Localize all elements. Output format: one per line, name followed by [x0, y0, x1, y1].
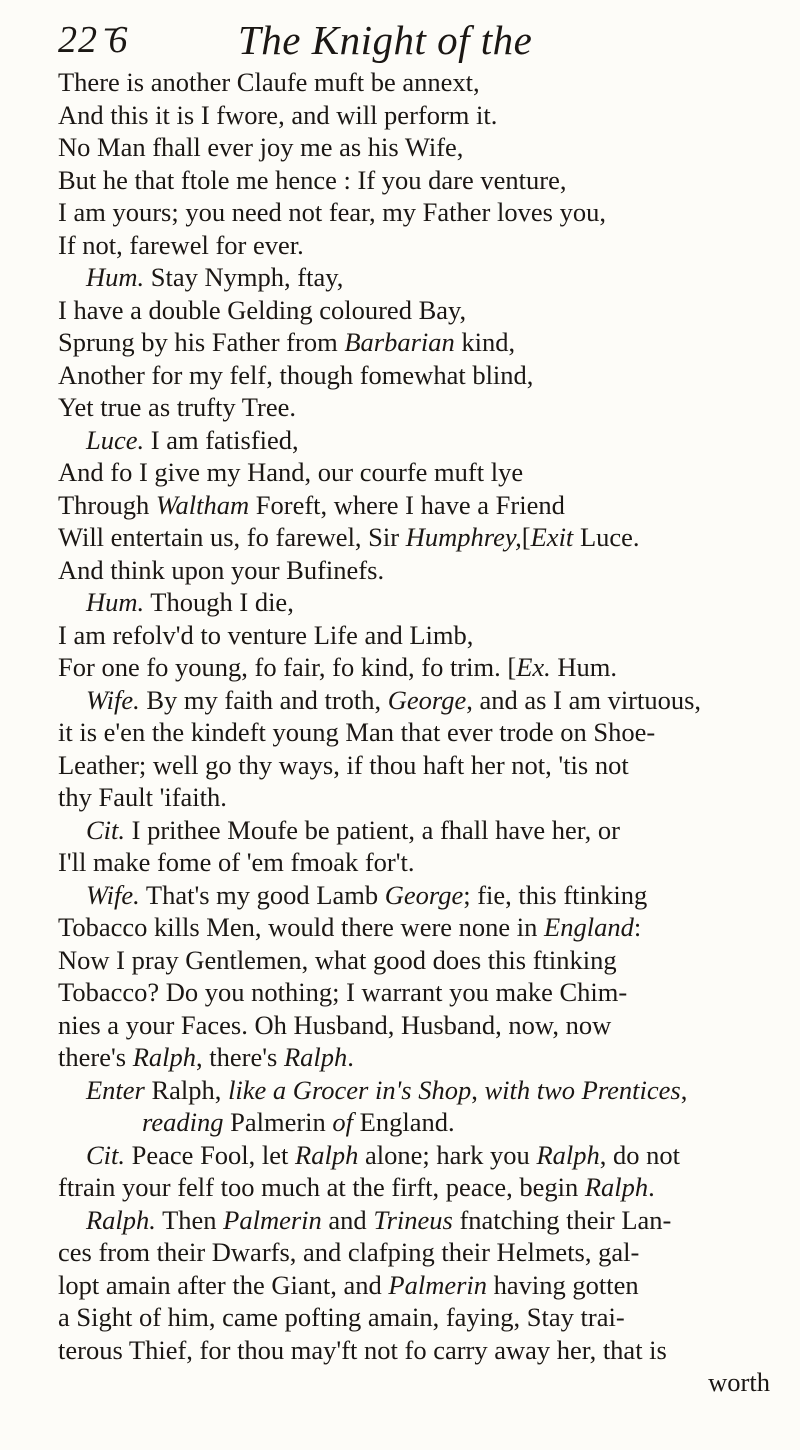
text-line: [58, 716, 770, 749]
line-text: Hum.: [550, 652, 618, 682]
speaker-name: Luce.: [86, 424, 145, 455]
line-text: Through: [58, 489, 156, 520]
italic-text: England: [544, 912, 634, 942]
text-line: [58, 99, 770, 132]
italic-text: with two Prentices: [484, 1074, 681, 1105]
line-text: .: [347, 1042, 354, 1072]
text-line: [58, 1171, 770, 1204]
text-line: [58, 229, 770, 262]
line-text: Sprung by his Father from: [58, 327, 345, 357]
line-text: For one fo young, fo fair, fo kind, fo trim. [: [58, 652, 517, 682]
line-text: alone; hark you: [358, 1139, 537, 1170]
italic-text: Ralph: [536, 1139, 600, 1170]
speaker-name: Wife.: [86, 879, 140, 910]
italic-text: Enter: [86, 1074, 145, 1105]
line-text: .: [648, 1172, 655, 1202]
text-line: [58, 1204, 770, 1237]
line-text: having gotten: [487, 1269, 639, 1300]
speaker-name: Cit.: [86, 1139, 126, 1170]
italic-text: Ralph: [584, 1172, 649, 1202]
text-line: [58, 131, 770, 164]
line-text: I have a double Gelding coloured Bay,: [58, 294, 467, 325]
line-text: Luce.: [573, 522, 640, 552]
catchword-line: [58, 1366, 770, 1399]
text-line: [58, 1139, 770, 1172]
italic-text: Trineus: [373, 1204, 453, 1235]
line-text: , and as I am virtuous,: [466, 684, 702, 715]
text-line: [58, 1301, 770, 1334]
text-line: [58, 489, 770, 522]
line-text: I'll make fome of 'em fmoak for't.: [58, 847, 415, 877]
speaker-name: Hum.: [86, 587, 145, 617]
line-text: , there's: [196, 1042, 284, 1072]
italic-text: Ralph: [283, 1042, 348, 1072]
text-line: [58, 846, 770, 879]
text-line: [58, 521, 770, 554]
text-line: [58, 781, 770, 814]
line-text: a Sight of him, came pofting amain, faying, Stay trai-: [58, 1302, 625, 1332]
text-line: [58, 456, 770, 489]
italic-text: reading: [142, 1107, 224, 1137]
text-line: [58, 619, 770, 652]
line-text: Now I pray Gentlemen, what good does this ftinking: [58, 944, 617, 975]
line-text: Tobacco? Do you nothing; I warrant you make Chim-: [58, 977, 628, 1007]
speaker-name: Hum.: [86, 262, 145, 292]
line-text: Peace Fool, let: [125, 1139, 296, 1170]
line-text: There is another Claufe muft be annext,: [58, 67, 480, 97]
speaker-name: Wife.: [86, 684, 140, 715]
line-text: I am fatisfied,: [144, 424, 299, 455]
text-line: [58, 1236, 770, 1269]
line-text: nies a your Faces. Oh Husband, Husband, now, now: [58, 1009, 612, 1040]
line-text: terous Thief, for thou may'ft not fo carry away her, that is: [58, 1334, 667, 1365]
text-line: [58, 196, 770, 229]
italic-text: George: [384, 879, 464, 910]
text-line: [58, 1009, 770, 1042]
line-text: thy Fault 'ifaith.: [58, 782, 227, 812]
line-text: Then: [155, 1204, 224, 1235]
text-line: [58, 1041, 770, 1074]
text-line: [58, 651, 770, 684]
text-line: [58, 684, 770, 717]
line-text: Palmerin: [223, 1107, 333, 1137]
text-line: [58, 391, 770, 424]
italic-text: George: [387, 684, 467, 715]
running-head: The Knight of the: [238, 17, 533, 63]
line-text: I am refolv'd to venture Life and Limb,: [58, 619, 474, 650]
line-text: Tobacco kills Men, would there were none in: [58, 912, 545, 942]
line-text: , do not: [599, 1139, 680, 1170]
line-text: Foreft, where I have a Friend: [249, 489, 565, 520]
text-line: [58, 911, 770, 944]
line-text: But he that ftole me hence : If you dare venture,: [58, 164, 567, 195]
text-line: [58, 261, 770, 294]
text-line: [58, 1334, 770, 1367]
text-body: [58, 66, 770, 1399]
line-text: Though I die,: [144, 587, 294, 617]
line-text: England.: [353, 1107, 455, 1137]
text-line: [58, 1269, 770, 1302]
text-line: [58, 1106, 770, 1139]
line-text: ces from their Dwarfs, and clafping their Helmets, gal-: [58, 1237, 640, 1267]
text-line: [58, 749, 770, 782]
line-text: I am yours; you need not fear, my Father loves you,: [58, 197, 606, 227]
italic-text: Ex.: [516, 652, 551, 682]
line-text: Yet true as trufty Tree.: [58, 392, 297, 422]
text-line: [58, 326, 770, 359]
italic-text: like a Grocer in's Shop: [228, 1074, 472, 1105]
italic-text: of: [332, 1107, 354, 1137]
text-line: [58, 424, 770, 457]
line-text: and: [321, 1204, 374, 1235]
line-text: ,: [471, 1074, 485, 1105]
speaker-name: Ralph.: [86, 1204, 156, 1235]
line-text: If not, farewel for ever.: [58, 229, 304, 260]
text-line: [58, 1074, 770, 1107]
text-line: [58, 944, 770, 977]
line-text: fnatching their Lan-: [452, 1204, 672, 1235]
line-text: kind,: [454, 327, 516, 357]
line-text: That's my good Lamb: [139, 879, 385, 910]
speaker-name: Cit.: [86, 814, 126, 845]
text-line: [58, 976, 770, 1009]
line-text: And think upon your Bufinefs.: [58, 554, 385, 585]
text-line: [58, 164, 770, 197]
italic-text: Palmerin: [388, 1269, 488, 1300]
text-line: [58, 66, 770, 99]
line-text: By my faith and troth,: [139, 684, 388, 715]
italic-text: Ralph: [132, 1042, 196, 1072]
line-text: Will entertain us, fo farewel, Sir: [58, 522, 406, 552]
page-number: 22 ̄6: [58, 19, 129, 61]
line-text: ; fie, this ftinking: [463, 879, 648, 910]
italic-text: Ralph: [295, 1139, 359, 1170]
text-line: [58, 359, 770, 392]
italic-text: Barbarian: [344, 327, 455, 357]
italic-text: Waltham: [155, 489, 250, 520]
line-text: I prithee Moufe be patient, a fhall have her, or: [125, 814, 620, 845]
line-text: [: [521, 522, 531, 552]
line-text: And fo I give my Hand, our courfe muft lye: [58, 457, 524, 487]
line-text: ,: [680, 1074, 688, 1105]
italic-text: Palmerin: [223, 1204, 322, 1235]
line-text: Stay Nymph, ftay,: [144, 262, 344, 292]
line-text: And this it is I fwore, and will perform it.: [58, 99, 498, 130]
text-line: [58, 879, 770, 912]
line-text: Ralph,: [144, 1074, 229, 1105]
line-text: it is e'en the kindeft young Man that ever trode on Shoe-: [58, 717, 656, 747]
line-text: No Man fhall ever joy me as his Wife,: [58, 132, 464, 162]
text-line: [58, 294, 770, 327]
text-line: [58, 586, 770, 619]
line-text: ftrain your felf too much at the firft, peace, begin: [58, 1172, 585, 1202]
line-text: Leather; well go thy ways, if thou haft her not, 'tis not: [58, 749, 629, 780]
italic-text: Humphrey,: [405, 522, 522, 552]
page-header: [58, 14, 758, 64]
line-text: Another for my felf, though fomewhat blind,: [58, 359, 534, 390]
text-line: [58, 814, 770, 847]
line-text: there's: [58, 1042, 133, 1072]
catchword: worth: [708, 1367, 770, 1397]
italic-text: Exit: [530, 522, 574, 552]
line-text: :: [633, 912, 642, 942]
text-line: [58, 554, 770, 587]
line-text: lopt amain after the Giant, and: [58, 1269, 389, 1300]
